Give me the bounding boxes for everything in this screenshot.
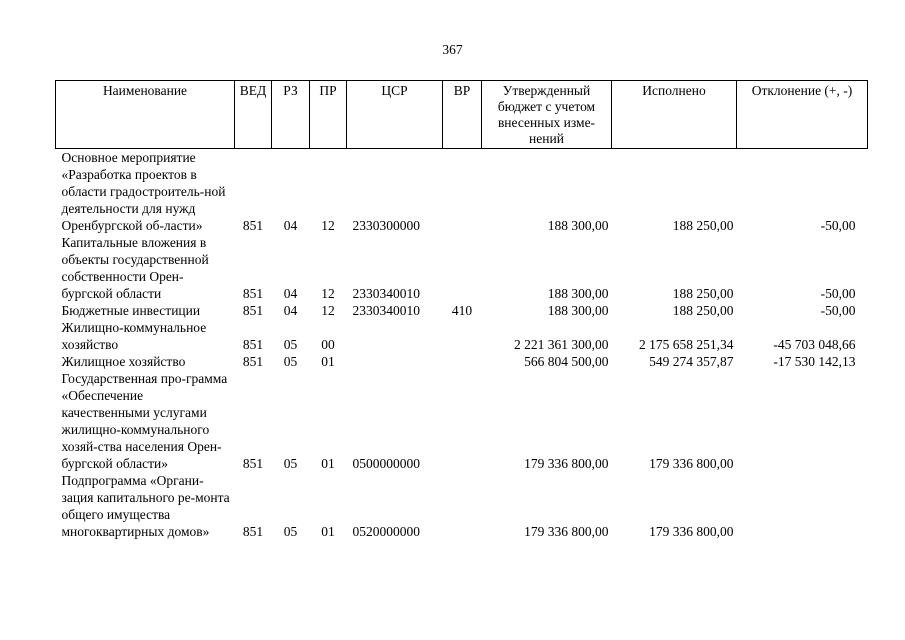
- cell-name: Бюджетные инвестиции: [61, 303, 201, 318]
- cell-ved: 851: [242, 524, 264, 539]
- cell-rz: 04: [283, 218, 298, 233]
- cell-deviation: -45 703 048,66: [773, 337, 856, 352]
- table-row: [56, 149, 868, 235]
- cell-deviation: -50,00: [820, 303, 856, 318]
- cell-pr: 12: [321, 303, 335, 318]
- cell-csr: 2330340010: [352, 303, 420, 318]
- cell-rz: 05: [283, 524, 298, 539]
- cell-pr: 12: [321, 286, 335, 301]
- cell-vr: [443, 234, 482, 302]
- table-body: [56, 149, 868, 541]
- cell-vr: [443, 353, 482, 370]
- cell-csr: 2330300000: [352, 218, 420, 233]
- column-header-approved: Утвержденный бюджет с учетом внесенных изме-нений: [482, 81, 612, 149]
- cell-pr: 01: [321, 354, 335, 369]
- column-header-executed: Исполнено: [612, 81, 737, 149]
- cell-deviation: -50,00: [820, 218, 856, 233]
- cell-approved: 188 300,00: [547, 303, 609, 318]
- cell-rz: 05: [283, 354, 298, 369]
- cell-name: Подпрограмма «Органи-зация капитального ре-монта общего имущества многоквартирных домов»: [61, 473, 230, 539]
- cell-vr: [443, 370, 482, 472]
- cell-name: Государственная про-грамма «Обеспечение качественными услугами жилищно-коммунального хозяй-ства населения Орен-бургской области»: [61, 371, 228, 471]
- cell-csr: [347, 319, 443, 353]
- cell-approved: 2 221 361 300,00: [514, 337, 609, 352]
- cell-name: Жилищно-коммунальное хозяйство: [61, 320, 207, 352]
- budget-execution-table: [55, 80, 868, 540]
- table-row: [56, 234, 868, 302]
- cell-vr: [443, 319, 482, 353]
- cell-ved: 851: [242, 456, 264, 471]
- cell-pr: 12: [321, 218, 335, 233]
- cell-vr: 410: [451, 303, 473, 318]
- cell-csr: 0500000000: [352, 456, 420, 471]
- cell-name: Основное мероприятие «Разработка проектов в области градостроитель-ной деятельности для нужд Оренбургской об-ласти»: [61, 150, 226, 233]
- column-header-deviation: Отклонение (+, -): [737, 81, 868, 149]
- cell-ved: 851: [242, 303, 264, 318]
- cell-pr: 00: [321, 337, 335, 352]
- column-header-csr: ЦСР: [347, 81, 443, 149]
- cell-csr: 2330340010: [352, 286, 420, 301]
- column-header-ved: ВЕД: [235, 81, 272, 149]
- cell-approved: 566 804 500,00: [524, 354, 609, 369]
- cell-ved: 851: [242, 218, 264, 233]
- cell-rz: 04: [283, 303, 298, 318]
- cell-deviation: [737, 472, 868, 540]
- cell-vr: [443, 472, 482, 540]
- table-row: [56, 472, 868, 540]
- cell-ved: 851: [242, 286, 264, 301]
- table-row: [56, 302, 868, 319]
- table-row: [56, 353, 868, 370]
- cell-deviation: [737, 370, 868, 472]
- cell-ved: 851: [242, 354, 264, 369]
- cell-vr: [443, 149, 482, 235]
- cell-approved: 188 300,00: [547, 286, 609, 301]
- cell-executed: 179 336 800,00: [649, 524, 734, 539]
- cell-executed: 179 336 800,00: [649, 456, 734, 471]
- cell-ved: 851: [242, 337, 264, 352]
- column-header-rz: РЗ: [272, 81, 310, 149]
- cell-csr: 0520000000: [352, 524, 420, 539]
- cell-executed: 188 250,00: [672, 303, 734, 318]
- cell-deviation: -17 530 142,13: [773, 354, 856, 369]
- cell-name: Жилищное хозяйство: [61, 354, 186, 369]
- cell-csr: [347, 353, 443, 370]
- column-header-pr: ПР: [310, 81, 347, 149]
- cell-name: Капитальные вложения в объекты государственной собственности Орен-бургской области: [61, 235, 209, 301]
- table-header-row: [56, 81, 868, 149]
- column-header-vr: ВР: [443, 81, 482, 149]
- page-number: 367: [442, 42, 463, 57]
- cell-deviation: -50,00: [820, 286, 856, 301]
- cell-executed: 2 175 658 251,34: [639, 337, 734, 352]
- cell-executed: 188 250,00: [672, 286, 734, 301]
- cell-pr: 01: [321, 524, 335, 539]
- cell-rz: 05: [283, 456, 298, 471]
- cell-approved: 188 300,00: [547, 218, 609, 233]
- cell-approved: 179 336 800,00: [524, 524, 609, 539]
- cell-approved: 179 336 800,00: [524, 456, 609, 471]
- cell-executed: 188 250,00: [672, 218, 734, 233]
- cell-rz: 05: [283, 337, 298, 352]
- table-row: [56, 370, 868, 472]
- cell-rz: 04: [283, 286, 298, 301]
- cell-pr: 01: [321, 456, 335, 471]
- column-header-name: Наименование: [56, 81, 235, 149]
- table-row: [56, 319, 868, 353]
- cell-executed: 549 274 357,87: [649, 354, 734, 369]
